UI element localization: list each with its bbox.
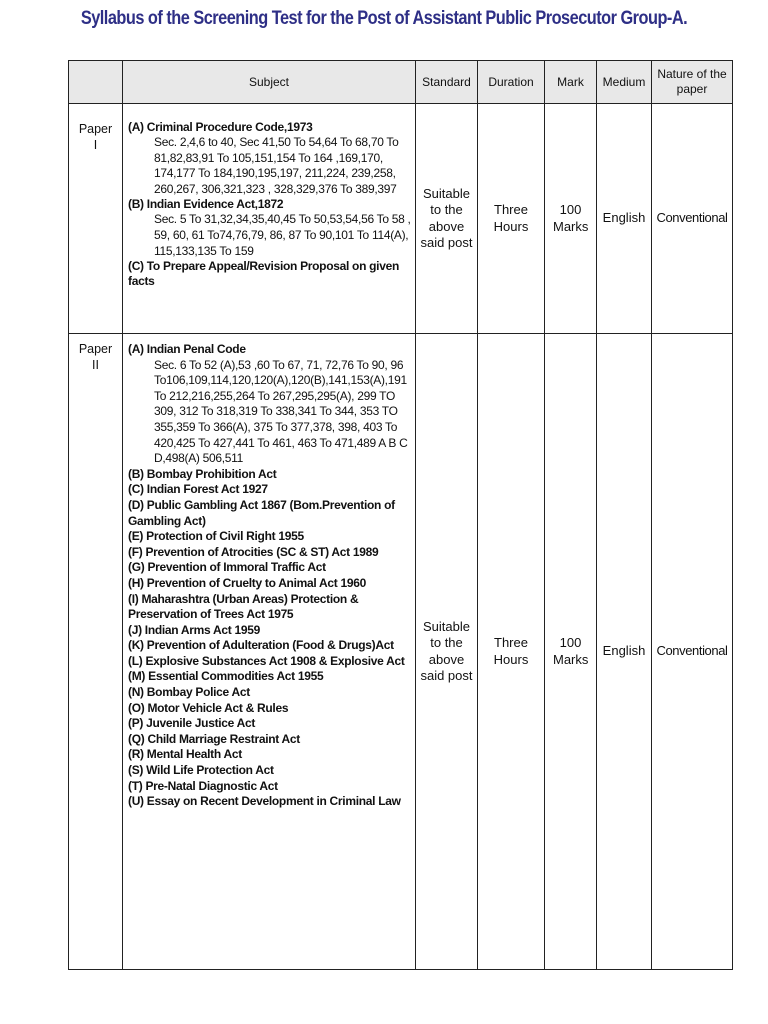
- paper-2-item: (H) Prevention of Cruelty to Animal Act 1960: [128, 575, 366, 590]
- paper-2-nature: Conventional: [652, 334, 733, 970]
- paper-2-item: (E) Protection of Civil Right 1955: [128, 529, 304, 544]
- paper-2-item: (P) Juvenile Justice Act: [128, 716, 256, 731]
- paper-2-item: (M) Essential Commodities Act 1955: [128, 669, 324, 684]
- paper-2-item: (T) Pre-Natal Diagnostic Act: [128, 778, 278, 793]
- header-standard: Standard: [416, 61, 478, 104]
- paper-2-duration: Three Hours: [478, 334, 545, 970]
- paper-2-item: (B) Bombay Prohibition Act: [128, 466, 277, 481]
- paper-2-item: (G) Prevention of Immoral Traffic Act: [128, 560, 326, 575]
- paper-2-item: (I) Maharashtra (Urban Areas) Protection & Preservation of Trees Act 1975: [128, 591, 359, 622]
- paper-2-item-a: (A) Indian Penal Code: [128, 342, 246, 356]
- paper-2-item: (R) Mental Health Act: [128, 747, 242, 762]
- paper-2-item: (L) Explosive Substances Act 1908 & Explosive Act: [128, 653, 405, 668]
- paper-1-nature: Conventional: [652, 104, 733, 334]
- paper-1-item-a-sections: Sec. 2,4,6 to 40, Sec 41,50 To 54,64 To 68,70 To 81,82,83,91 To 105,151,154 To 164 ,169,170, 174,177 To 184,190,195,197, 211,224, 239,258, 260,267, 306,321,323 , 328,329,376 To 389,397: [154, 135, 399, 196]
- paper-1-label: Paper I: [69, 104, 123, 334]
- header-medium: Medium: [597, 61, 652, 104]
- paper-2-item-a-sections: Sec. 6 To 52 (A),53 ,60 To 67, 71, 72,76 To 90, 96 To106,109,114,120,120(A),120(B),141,153(A),191 To 212,216,255,264 To 267,295,295(A), 299 TO 309, 312 To 318,319 To 338,341 To 344, 353 TO 355,359 To 366(A), 375 To 377,378, 398, 403 To 420,425 To 427,441 To 461, 463 To 471,489 A B C D,498(A) 506,511: [154, 357, 408, 466]
- paper-1-item-a: (A) Criminal Procedure Code,1973: [128, 120, 313, 134]
- paper-1-item-c: (C) To Prepare Appeal/Revision Proposal on given facts: [128, 259, 399, 289]
- paper-2-item: (Q) Child Marriage Restraint Act: [128, 731, 300, 746]
- header-subject: Subject: [123, 61, 416, 104]
- paper-2-item: (S) Wild Life Protection Act: [128, 763, 274, 778]
- paper-1-item-b: (B) Indian Evidence Act,1872: [128, 197, 284, 212]
- header-mark: Mark: [545, 61, 597, 104]
- paper-1-row: [69, 104, 733, 334]
- paper-2-item: (U) Essay on Recent Development in Criminal Law: [128, 794, 401, 809]
- paper-1-medium: English: [597, 104, 652, 334]
- paper-2-row: [69, 334, 733, 970]
- syllabus-table: [68, 60, 733, 970]
- paper-2-item: (C) Indian Forest Act 1927: [128, 482, 268, 497]
- paper-2-item: (D) Public Gambling Act 1867 (Bom.Prevention of Gambling Act): [128, 497, 395, 528]
- paper-1-item-b-sections: Sec. 5 To 31,32,34,35,40,45 To 50,53,54,56 To 58 , 59, 60, 61 To74,76,79, 86, 87 To 90,101 To 114(A), 115,133,135 To 159: [154, 212, 411, 258]
- paper-2-subject: [123, 334, 416, 970]
- paper-2-item: (J) Indian Arms Act 1959: [128, 622, 260, 637]
- paper-2-label: Paper II: [69, 334, 123, 970]
- page-title: Syllabus of the Screening Test for the Post of Assistant Public Prosecutor Group-A.: [80, 8, 688, 29]
- paper-2-standard: Suitable to the above said post: [416, 334, 478, 970]
- paper-1-subject: [123, 104, 416, 334]
- paper-2-mark: 100 Marks: [545, 334, 597, 970]
- paper-2-item: (K) Prevention of Adulteration (Food & Drugs)Act: [128, 638, 394, 653]
- paper-2-item: (F) Prevention of Atrocities (SC & ST) Act 1989: [128, 544, 379, 559]
- paper-2-item: (O) Motor Vehicle Act & Rules: [128, 700, 289, 715]
- header-blank: [69, 61, 123, 104]
- paper-2-item: (N) Bombay Police Act: [128, 685, 250, 700]
- paper-2-medium: English: [597, 334, 652, 970]
- header-duration: Duration: [478, 61, 545, 104]
- paper-1-standard: Suitable to the above said post: [416, 104, 478, 334]
- header-row: [69, 61, 733, 104]
- header-nature: Nature of the paper: [652, 61, 733, 104]
- paper-1-duration: Three Hours: [478, 104, 545, 334]
- paper-1-mark: 100 Marks: [545, 104, 597, 334]
